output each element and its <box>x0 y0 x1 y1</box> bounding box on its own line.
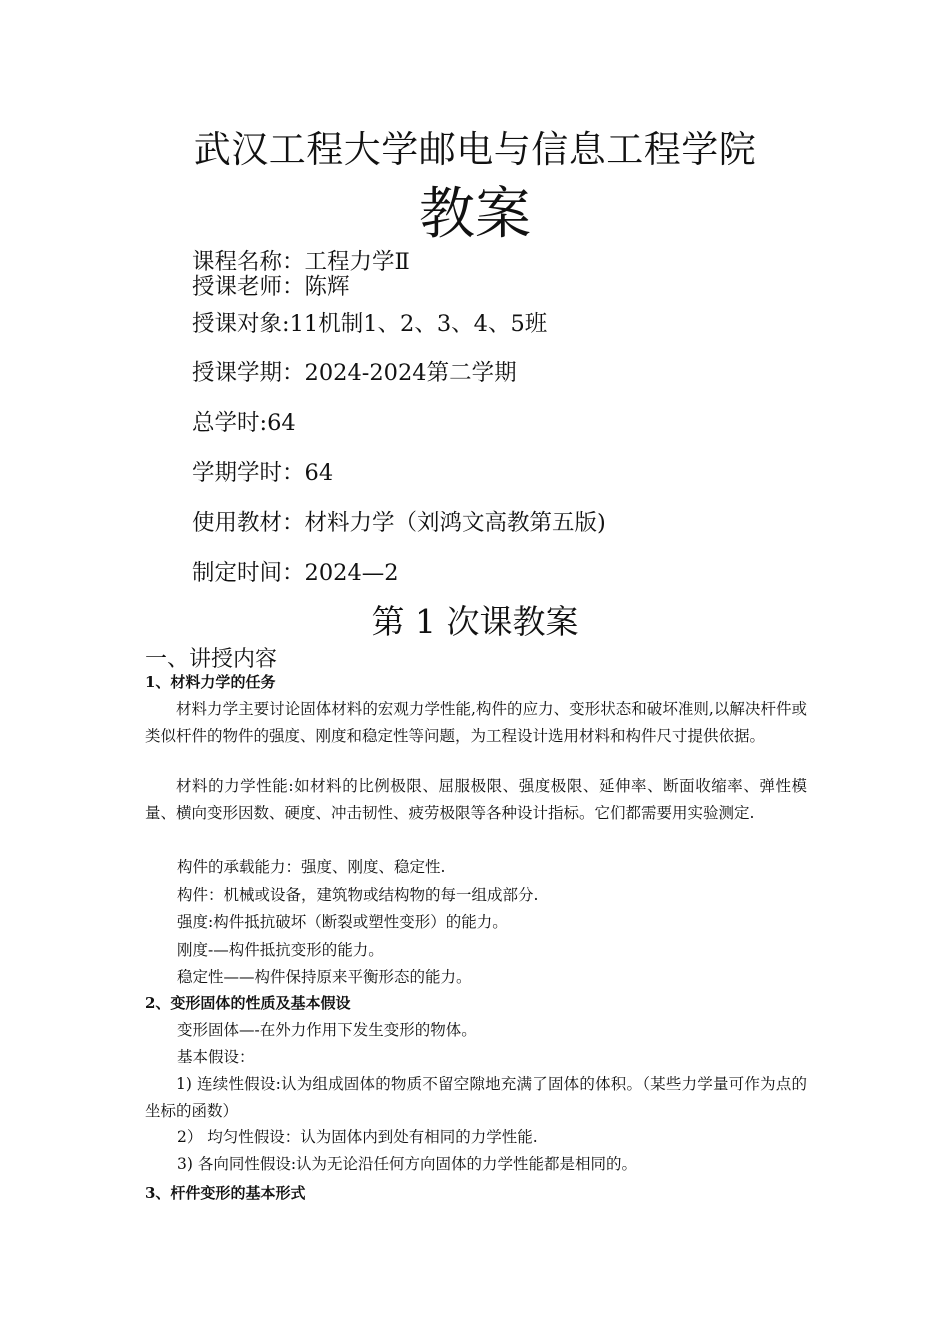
subsection-heading-1: 1、材料力学的任务 <box>145 673 276 691</box>
text-line-5: 稳定性——构件保持原来平衡形态的能力。 <box>177 968 472 986</box>
paragraph-3-text: 1) 连续性假设:认为组成固体的物质不留空隙地充满了固体的体积。（某些力学量可作为点的坐标的函数） <box>145 1075 807 1120</box>
total-hours: 总学时:64 <box>192 410 296 436</box>
text-line-7: 基本假设： <box>177 1048 255 1066</box>
subsection-heading-2: 2、变形固体的性质及基本假设 <box>145 994 351 1012</box>
creation-date: 制定时间：2024—2 <box>192 560 399 586</box>
teacher-name: 授课老师：陈辉 <box>192 274 350 300</box>
section-heading: 一、讲授内容 <box>145 647 278 672</box>
lesson-title: 第 1 次课教案 <box>371 602 579 641</box>
term-hours: 学期学时：64 <box>192 460 334 486</box>
teaching-term: 授课学期：2024-2024第二学期 <box>192 360 517 386</box>
textbook: 使用教材：材料力学（刘鸿文高教第五版) <box>192 510 606 536</box>
text-line-4: 刚度-—构件抵抗变形的能力。 <box>177 941 384 959</box>
paragraph-1 <box>145 696 807 749</box>
document-type-title: 教案 <box>419 182 531 247</box>
paragraph-2 <box>145 773 807 826</box>
paragraph-1-text: 材料力学主要讨论固体材料的宏观力学性能,构件的应力、变形状态和破坏准则,以解决杆件或类似杆件的物件的强度、刚度和稳定性等问题，为工程设计选用材料和构件尺寸提供依据。 <box>145 700 807 745</box>
paragraph-3 <box>145 1071 807 1124</box>
school-title: 武汉工程大学邮电与信息工程学院 <box>193 128 757 171</box>
paragraph-2-text: 材料的力学性能:如材料的比例极限、屈服极限、强度极限、延伸率、断面收缩率、弹性模量、横向变形因数、硬度、冲击韧性、疲劳极限等各种设计指标。它们都需要用实验测定. <box>145 777 807 822</box>
subsection-heading-3: 3、杆件变形的基本形式 <box>145 1184 306 1202</box>
course-name: 课程名称：工程力学Ⅱ <box>192 249 410 275</box>
text-line-3: 强度:构件抵抗破坏（断裂或塑性变形）的能力。 <box>177 913 508 931</box>
text-line-6: 变形固体—-在外力作用下发生变形的物体。 <box>177 1021 477 1039</box>
text-line-1: 构件的承载能力：强度、刚度、稳定性. <box>177 858 446 876</box>
teaching-target: 授课对象:11机制1、2、3、4、5班 <box>192 311 548 337</box>
text-line-2: 构件：机械或设备，建筑物或结构物的每一组成部分. <box>177 886 539 904</box>
text-line-9: 3) 各向同性假设:认为无论沿任何方向固体的力学性能都是相同的。 <box>177 1155 638 1173</box>
text-line-8: 2） 均匀性假设：认为固体内到处有相同的力学性能. <box>177 1128 538 1146</box>
